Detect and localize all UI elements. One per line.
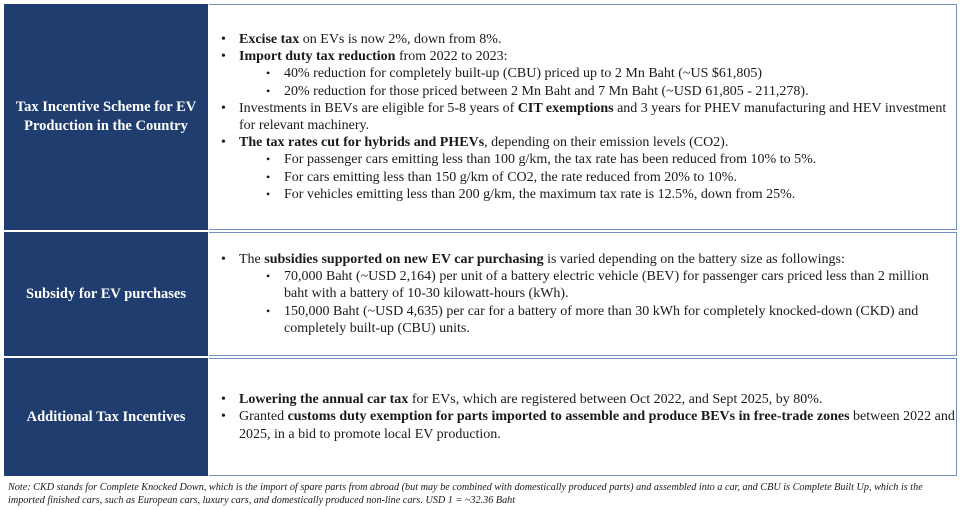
text: and 3 years for PHEV manufacturing and HEV investment for relevant machinery.: [239, 100, 947, 133]
footnote: Note: CKD stands for Complete Knocked Down, which is the import of spare parts from abroad (but may be combined with domestically produced parts) and assembled into a car, and CBU is Complete Built Up, which is the imported finished cars, such as European cars, luxury cars, and domestically produced non-line cars. USD 1 = ~32.36 Baht: [8, 482, 923, 506]
sub-list-item: • For vehicles emitting less than 200 g/km, the maximum tax rate is 12.5%, down from 25%.: [284, 186, 956, 203]
sub-list-item: • For cars emitting less than 150 g/km of CO2, the rate reduced from 20% to 10%.: [284, 169, 956, 186]
text: between 2022 and 2025, in a bid to promote local EV production.: [239, 409, 955, 442]
row-label-tax-incentive: Tax Incentive Scheme for EV Production in the Country: [4, 4, 208, 230]
list-item: [239, 391, 956, 408]
row-label-additional-tax: Additional Tax Incentives: [4, 358, 208, 476]
sub-list-item: • 70,000 Baht (~USD 2,164) per unit of a battery electric vehicle (BEV) for passenger cars priced less than 2 million baht with a battery of 10-30 kilowatt-hours (kWh).: [284, 268, 956, 302]
subsidy-row: [4, 232, 957, 356]
bold-text: customs duty exemption for parts imported to assemble and produce BEVs in free-trade zones: [287, 409, 850, 425]
additional-tax-row: [4, 358, 957, 476]
sub-list-item: • For passenger cars emitting less than 100 g/km, the tax rate has been reduced from 10% to 5%.: [284, 151, 956, 168]
row-label-subsidy: Subsidy for EV purchases: [4, 232, 208, 356]
sub-list: [239, 151, 956, 203]
sub-list-item: • 150,000 Baht (~USD 4,635) per car for a battery of more than 30 kWh for completely knocked-down (CKD) and completely built-up (CBU) units.: [284, 303, 956, 337]
sub-list: [239, 65, 956, 99]
text: is varied depending on the battery size as followings:: [543, 251, 845, 267]
list-item: [239, 134, 956, 203]
row-content-subsidy: [209, 232, 957, 356]
text: The: [239, 251, 265, 267]
list-item: [239, 31, 956, 48]
text: for EVs, which are registered between Oct 2022, and Sept 2025, by 80%.: [408, 392, 823, 408]
bold-text: CIT exemptions: [517, 100, 614, 116]
text: Investments in BEVs are eligible for 5-8 years of: [239, 100, 518, 116]
bold-text: Excise tax: [239, 31, 300, 47]
text: Granted: [239, 409, 288, 425]
row-content-additional-tax: [209, 358, 957, 476]
text: , depending on their emission levels (CO2).: [484, 135, 729, 151]
bullet-list: [209, 391, 956, 443]
bold-text: Import duty tax reduction: [239, 49, 396, 65]
row-content-tax-incentive: [209, 4, 957, 230]
list-item: [239, 100, 956, 134]
list-item: [239, 408, 956, 442]
tax-incentive-row: [4, 4, 957, 230]
bullet-list: [209, 31, 956, 203]
bold-text: Lowering the annual car tax: [239, 392, 409, 408]
bold-text: The tax rates cut for hybrids and PHEVs: [239, 135, 485, 151]
text: on EVs is now 2%, down from 8%.: [299, 31, 502, 47]
sub-list: [239, 268, 956, 337]
bullet-list: [209, 251, 956, 337]
sub-list-item: • 40% reduction for completely built-up (CBU) priced up to 2 Mn Baht (~US $61,805): [284, 65, 956, 82]
list-item: [239, 48, 956, 100]
list-item: [239, 251, 956, 337]
bold-text: subsidies supported on new EV car purchasing: [264, 251, 544, 267]
sub-list-item: • 20% reduction for those priced between 2 Mn Baht and 7 Mn Baht (~USD 61,805 - 211,278).: [284, 83, 956, 100]
text: from 2022 to 2023:: [395, 49, 508, 65]
